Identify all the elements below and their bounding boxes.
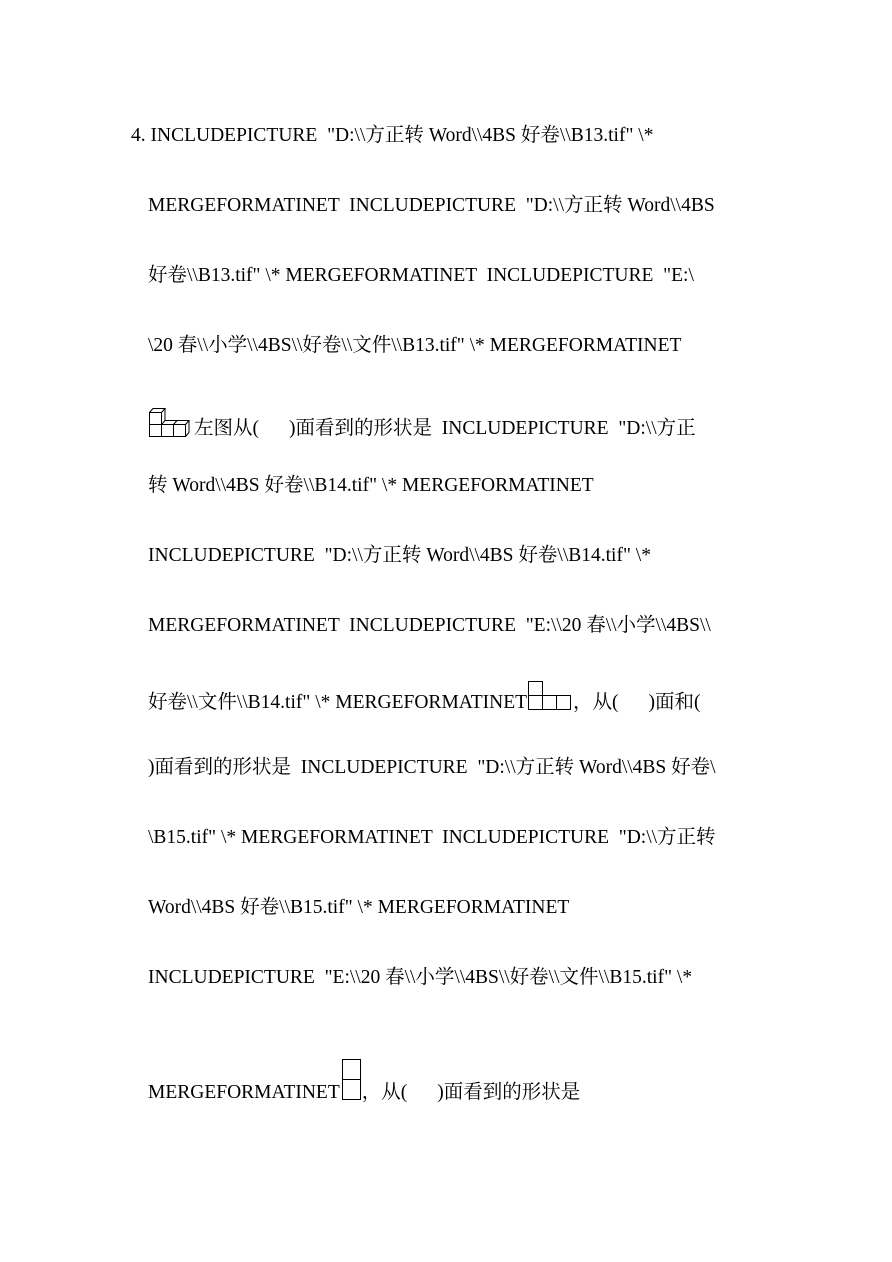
question-line — [148, 896, 569, 920]
question-line — [148, 966, 692, 990]
question-line — [148, 334, 681, 358]
question-line — [148, 1058, 580, 1105]
question-line — [131, 124, 653, 148]
line-text: 好卷\\B13.tif" \* MERGEFORMATINET INCLUDEPICTURE "E:\ — [148, 265, 694, 286]
question-line — [148, 826, 716, 850]
line-text: MERGEFORMATINET INCLUDEPICTURE "D:\\方正转 Word\\4BS — [148, 195, 715, 216]
question-line — [148, 544, 651, 568]
question-line — [148, 614, 711, 638]
line-text: INCLUDEPICTURE "E:\\20 春\\小学\\4BS\\好卷\\文件\\B15.tif" \* — [148, 967, 693, 988]
line-text: ，从( — [573, 692, 619, 713]
line-text: Word\\4BS 好卷\\B15.tif" \* MERGEFORMATINET — [148, 897, 570, 918]
line-text: 好卷\\文件\\B14.tif" \* MERGEFORMATINET — [148, 692, 528, 713]
question-line — [148, 756, 716, 780]
line-text: \B15.tif" \* MERGEFORMATINET INCLUDEPICTURE "D:\\方正转 — [148, 827, 716, 848]
line-text: MERGEFORMATINET — [148, 1082, 340, 1103]
line-text: )面看到的形状是 INCLUDEPICTURE "D:\\方正转 Word\\4BS 好卷\ — [148, 757, 716, 778]
question-line — [148, 194, 715, 218]
question-line — [148, 680, 701, 715]
line-text: )面看到的形状是 — [437, 1082, 581, 1103]
line-text: )面和( — [648, 692, 701, 713]
line-text: MERGEFORMATINET INCLUDEPICTURE "E:\\20 春\\小学\\4BS\\ — [148, 615, 711, 636]
line-text: ，从( — [361, 1082, 408, 1103]
squares-front-view-icon — [527, 680, 573, 712]
line-text: 4. INCLUDEPICTURE "D:\\方正转 Word\\4BS 好卷\\B13.tif" \* — [131, 125, 654, 146]
line-text: INCLUDEPICTURE "D:\\方正转 Word\\4BS 好卷\\B14.tif" \* — [148, 545, 651, 566]
cube-stack-3d-icon — [148, 404, 194, 438]
question-line — [148, 404, 696, 441]
question-line — [148, 474, 594, 498]
line-text: )面看到的形状是 INCLUDEPICTURE "D:\\方正 — [289, 418, 696, 439]
line-text: 转 Word\\4BS 好卷\\B14.tif" \* MERGEFORMATINET — [148, 475, 594, 496]
line-text: 左图从( — [194, 418, 259, 439]
squares-side-view-icon — [340, 1058, 362, 1102]
question-line — [148, 264, 694, 288]
line-text: \20 春\\小学\\4BS\\好卷\\文件\\B13.tif" \* MERGEFORMATINET — [148, 335, 682, 356]
